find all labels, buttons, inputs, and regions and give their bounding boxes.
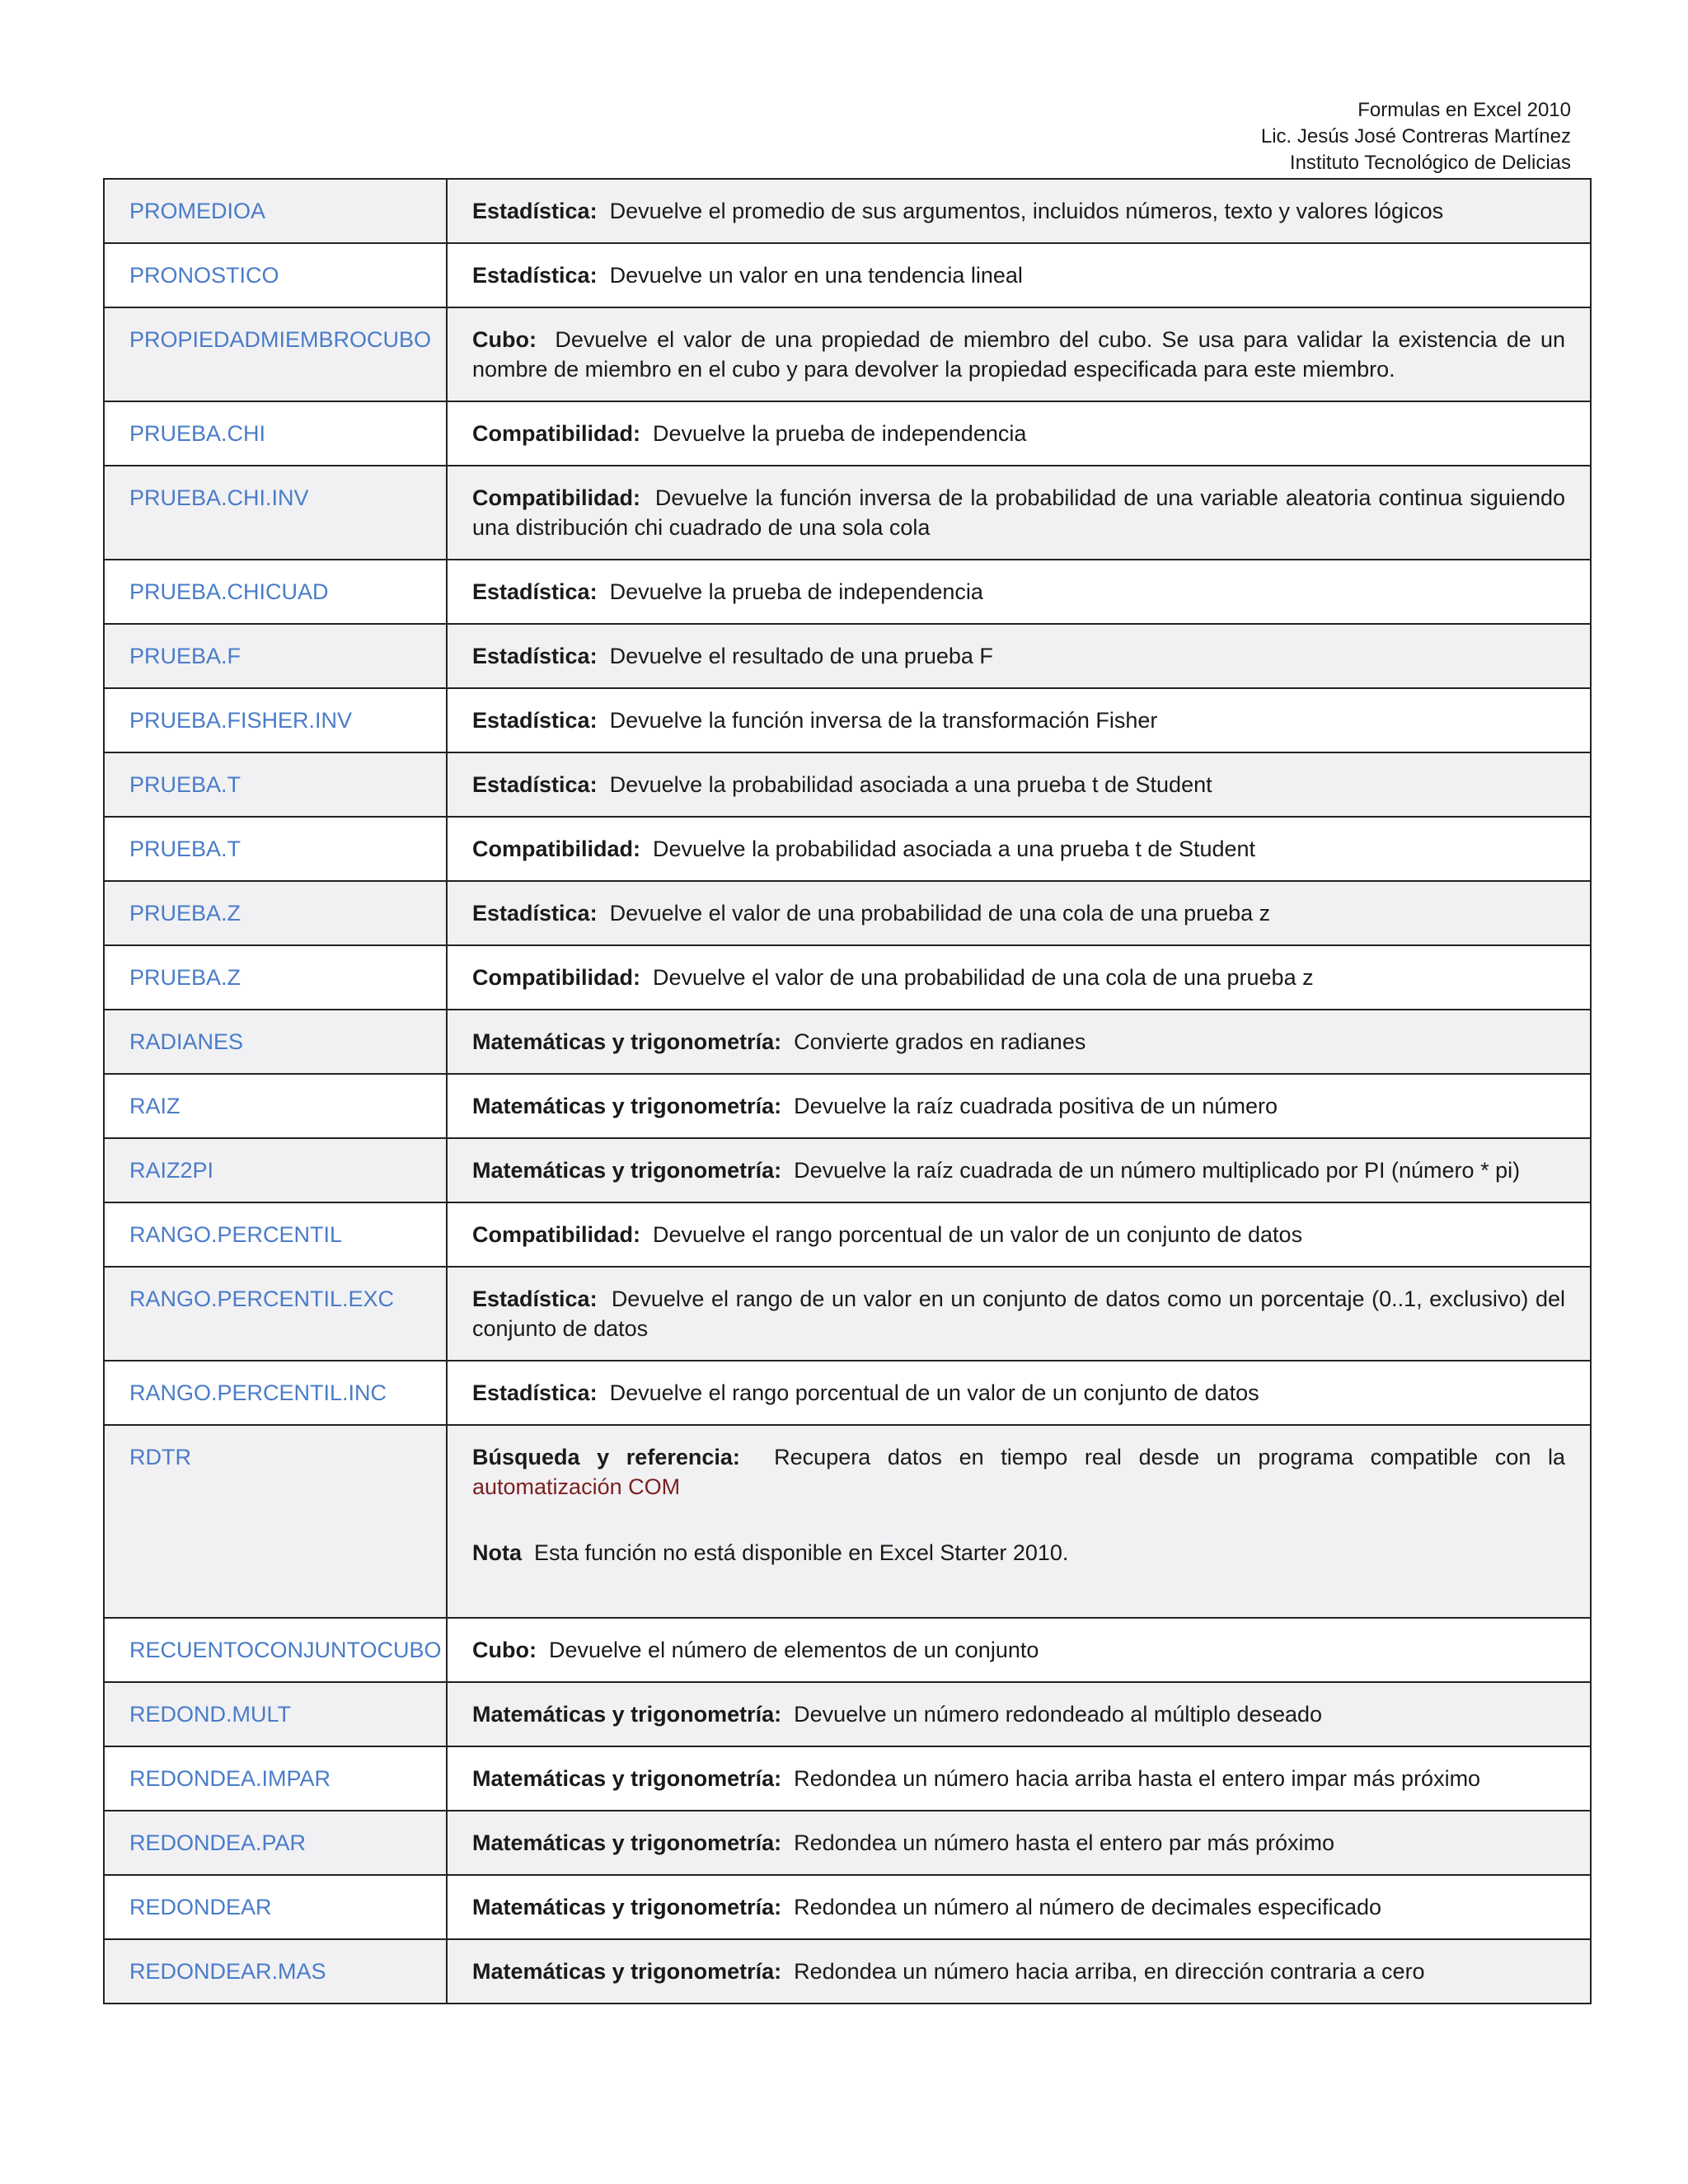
table-row <box>104 817 1591 881</box>
function-name-link[interactable]: PRUEBA.FISHER.INV <box>104 688 447 752</box>
function-description <box>447 1875 1591 1939</box>
table-row <box>104 1138 1591 1202</box>
table-row <box>104 688 1591 752</box>
functions-table <box>103 178 1592 2004</box>
description-paragraph <box>472 1155 1565 1185</box>
function-description-text: Devuelve el rango de un valor en un conjunto de datos como un porcentaje (0..1, exclusivo) del conjunto de datos <box>472 1286 1565 1341</box>
description-paragraph <box>472 705 1565 735</box>
function-name-link[interactable]: REDONDEAR.MAS <box>104 1939 447 2004</box>
function-category: Compatibilidad: <box>472 1222 640 1247</box>
function-description-text: Devuelve el valor de una probabilidad de una cola de una prueba z <box>609 901 1271 926</box>
function-description-text: Devuelve el rango porcentual de un valor de un conjunto de datos <box>653 1222 1303 1247</box>
function-name-link[interactable]: REDONDEA.IMPAR <box>104 1746 447 1811</box>
description-paragraph <box>472 834 1565 864</box>
function-description-text: Devuelve la probabilidad asociada a una prueba t de Student <box>609 772 1212 797</box>
function-name-link[interactable]: PRUEBA.CHI.INV <box>104 466 447 560</box>
function-category: Matemáticas y trigonometría: <box>472 1702 782 1727</box>
function-category: Compatibilidad: <box>472 965 640 990</box>
function-name-link[interactable]: PRUEBA.CHICUAD <box>104 560 447 624</box>
function-name-link[interactable]: PROPIEDADMIEMBROCUBO <box>104 307 447 401</box>
function-category: Búsqueda y referencia: <box>472 1445 740 1469</box>
table-row <box>104 1267 1591 1361</box>
function-description-text: Devuelve el valor de una probabilidad de una cola de una prueba z <box>653 965 1314 990</box>
description-paragraph <box>472 963 1565 992</box>
function-name-link[interactable]: RADIANES <box>104 1010 447 1074</box>
function-description <box>447 945 1591 1010</box>
function-category: Estadística: <box>472 644 598 668</box>
function-description-text: Devuelve un número redondeado al múltiplo deseado <box>794 1702 1323 1727</box>
function-name-link[interactable]: PRUEBA.T <box>104 817 447 881</box>
table-row <box>104 1202 1591 1267</box>
function-category: Matemáticas y trigonometría: <box>472 1094 782 1118</box>
function-description <box>447 307 1591 401</box>
table-row <box>104 1425 1591 1618</box>
table-row <box>104 1811 1591 1875</box>
function-description <box>447 401 1591 466</box>
function-description-text: Convierte grados en radianes <box>794 1029 1086 1054</box>
function-description <box>447 817 1591 881</box>
function-name-link[interactable]: REDOND.MULT <box>104 1682 447 1746</box>
description-paragraph <box>472 1378 1565 1408</box>
function-description <box>447 1939 1591 2004</box>
table-row <box>104 624 1591 688</box>
function-description <box>447 1425 1591 1618</box>
table-row <box>104 1682 1591 1746</box>
function-description-text: Devuelve la función inversa de la transformación Fisher <box>609 708 1158 733</box>
functions-table-body <box>104 179 1591 2004</box>
function-description-text: Redondea un número hacia arriba hasta el entero impar más próximo <box>794 1766 1481 1791</box>
table-row <box>104 1074 1591 1138</box>
function-category: Compatibilidad: <box>472 485 640 510</box>
function-description-text: Redondea un número hasta el entero par más próximo <box>794 1830 1335 1855</box>
function-description <box>447 624 1591 688</box>
function-category: Compatibilidad: <box>472 421 640 446</box>
description-paragraph <box>472 419 1565 448</box>
description-paragraph <box>472 1635 1565 1665</box>
description-paragraph <box>472 577 1565 607</box>
function-name-link[interactable]: PRUEBA.T <box>104 752 447 817</box>
function-name-link[interactable]: PRUEBA.Z <box>104 881 447 945</box>
description-paragraph <box>472 641 1565 671</box>
function-description-text: Devuelve el promedio de sus argumentos, incluidos números, texto y valores lógicos <box>609 199 1444 223</box>
table-row <box>104 1361 1591 1425</box>
description-paragraph <box>472 1284 1565 1343</box>
header-title: Formulas en Excel 2010 <box>1357 99 1571 121</box>
function-name-link[interactable]: RAIZ <box>104 1074 447 1138</box>
header-institution: Instituto Tecnológico de Delicias <box>1289 152 1571 174</box>
table-row <box>104 1939 1591 2004</box>
function-description-text: Redondea un número al número de decimales especificado <box>794 1895 1382 1919</box>
function-description-text: Redondea un número hacia arriba, en dirección contraria a cero <box>794 1959 1425 1984</box>
description-paragraph <box>472 1828 1565 1858</box>
description-paragraph <box>472 1764 1565 1793</box>
table-row <box>104 179 1591 243</box>
function-description <box>447 560 1591 624</box>
description-paragraph <box>472 1892 1565 1922</box>
function-description <box>447 466 1591 560</box>
description-paragraph <box>472 196 1565 226</box>
note-label: Nota <box>472 1540 522 1565</box>
table-row <box>104 1010 1591 1074</box>
function-category: Matemáticas y trigonometría: <box>472 1766 782 1791</box>
table-row <box>104 1875 1591 1939</box>
description-paragraph <box>472 898 1565 928</box>
function-description-text: Devuelve la prueba de independencia <box>653 421 1027 446</box>
function-description <box>447 1010 1591 1074</box>
function-category: Matemáticas y trigonometría: <box>472 1029 782 1054</box>
function-description-text: Devuelve el resultado de una prueba F <box>609 644 993 668</box>
function-description <box>447 1746 1591 1811</box>
function-description-text: Devuelve el número de elementos de un conjunto <box>548 1638 1039 1662</box>
function-category: Estadística: <box>472 263 598 288</box>
function-category: Matemáticas y trigonometría: <box>472 1959 782 1984</box>
function-category: Cubo: <box>472 1638 537 1662</box>
description-paragraph <box>472 1442 1565 1502</box>
note-text: Esta función no está disponible en Excel Starter 2010. <box>534 1540 1069 1565</box>
description-paragraph <box>472 770 1565 799</box>
table-row <box>104 1618 1591 1682</box>
description-paragraph <box>472 1699 1565 1729</box>
function-category: Cubo: <box>472 327 537 352</box>
description-paragraph <box>472 260 1565 290</box>
table-row <box>104 401 1591 466</box>
function-category: Matemáticas y trigonometría: <box>472 1158 782 1183</box>
function-description <box>447 688 1591 752</box>
function-category: Matemáticas y trigonometría: <box>472 1830 782 1855</box>
table-row <box>104 560 1591 624</box>
description-paragraph <box>472 1220 1565 1249</box>
function-description <box>447 1138 1591 1202</box>
function-name-link[interactable]: PRUEBA.F <box>104 624 447 688</box>
header-author: Lic. Jesús José Contreras Martínez <box>1260 125 1571 148</box>
description-paragraph <box>472 483 1565 542</box>
function-category: Estadística: <box>472 199 598 223</box>
function-description-text: Devuelve el rango porcentual de un valor de un conjunto de datos <box>609 1380 1259 1405</box>
note-paragraph <box>472 1538 1565 1568</box>
function-description-text: Devuelve el valor de una propiedad de miembro del cubo. Se usa para validar la existencia de un nombre de miembro en el cubo y para devolver la propiedad especificada para este miembro. <box>472 327 1565 382</box>
function-description <box>447 1361 1591 1425</box>
function-category: Matemáticas y trigonometría: <box>472 1895 782 1919</box>
description-paragraph <box>472 1027 1565 1057</box>
function-description-text: Devuelve la raíz cuadrada de un número multiplicado por PI (número * pi) <box>794 1158 1521 1183</box>
table-row <box>104 243 1591 307</box>
description-paragraph <box>472 325 1565 384</box>
function-category: Estadística: <box>472 579 598 604</box>
function-category: Estadística: <box>472 708 598 733</box>
function-category: Estadística: <box>472 901 598 926</box>
function-name-link[interactable]: RANGO.PERCENTIL <box>104 1202 447 1267</box>
table-row <box>104 1746 1591 1811</box>
table-row <box>104 307 1591 401</box>
function-name-link[interactable]: RAIZ2PI <box>104 1138 447 1202</box>
automation-com-link[interactable]: automatización COM <box>472 1474 681 1499</box>
function-description <box>447 1811 1591 1875</box>
function-name-link[interactable]: REDONDEAR <box>104 1875 447 1939</box>
function-description-text: Devuelve la prueba de independencia <box>609 579 983 604</box>
table-row <box>104 881 1591 945</box>
function-name-link[interactable]: PRUEBA.CHI <box>104 401 447 466</box>
function-description <box>447 1267 1591 1361</box>
page-header <box>1261 97 1571 176</box>
function-description-text: Devuelve la raíz cuadrada positiva de un número <box>794 1094 1278 1118</box>
function-description <box>447 1682 1591 1746</box>
function-category: Compatibilidad: <box>472 837 640 861</box>
function-category: Estadística: <box>472 772 598 797</box>
function-description <box>447 179 1591 243</box>
function-name-link[interactable]: RDTR <box>104 1425 447 1618</box>
function-description-text: Devuelve la función inversa de la probabilidad de una variable aleatoria continua siguiendo una distribución chi cuadrado de una sola cola <box>472 485 1565 540</box>
table-row <box>104 752 1591 817</box>
function-name-link[interactable]: RANGO.PERCENTIL.EXC <box>104 1267 447 1361</box>
function-description <box>447 752 1591 817</box>
description-paragraph <box>472 1091 1565 1121</box>
function-name-link[interactable]: PROMEDIOA <box>104 179 447 243</box>
function-description-text: Devuelve la probabilidad asociada a una prueba t de Student <box>653 837 1256 861</box>
function-category: Estadística: <box>472 1286 598 1311</box>
function-category: Estadística: <box>472 1380 598 1405</box>
function-description <box>447 1074 1591 1138</box>
function-name-link[interactable]: PRONOSTICO <box>104 243 447 307</box>
table-row <box>104 945 1591 1010</box>
function-name-link[interactable]: RANGO.PERCENTIL.INC <box>104 1361 447 1425</box>
function-description-text: Devuelve un valor en una tendencia lineal <box>609 263 1023 288</box>
function-name-link[interactable]: RECUENTOCONJUNTOCUBO <box>104 1618 447 1682</box>
function-description <box>447 881 1591 945</box>
function-description-text: Recupera datos en tiempo real desde un programa compatible con la <box>774 1445 1566 1469</box>
function-name-link[interactable]: PRUEBA.Z <box>104 945 447 1010</box>
function-description <box>447 1618 1591 1682</box>
table-row <box>104 466 1591 560</box>
function-description <box>447 1202 1591 1267</box>
function-description <box>447 243 1591 307</box>
description-paragraph <box>472 1957 1565 1986</box>
function-name-link[interactable]: REDONDEA.PAR <box>104 1811 447 1875</box>
